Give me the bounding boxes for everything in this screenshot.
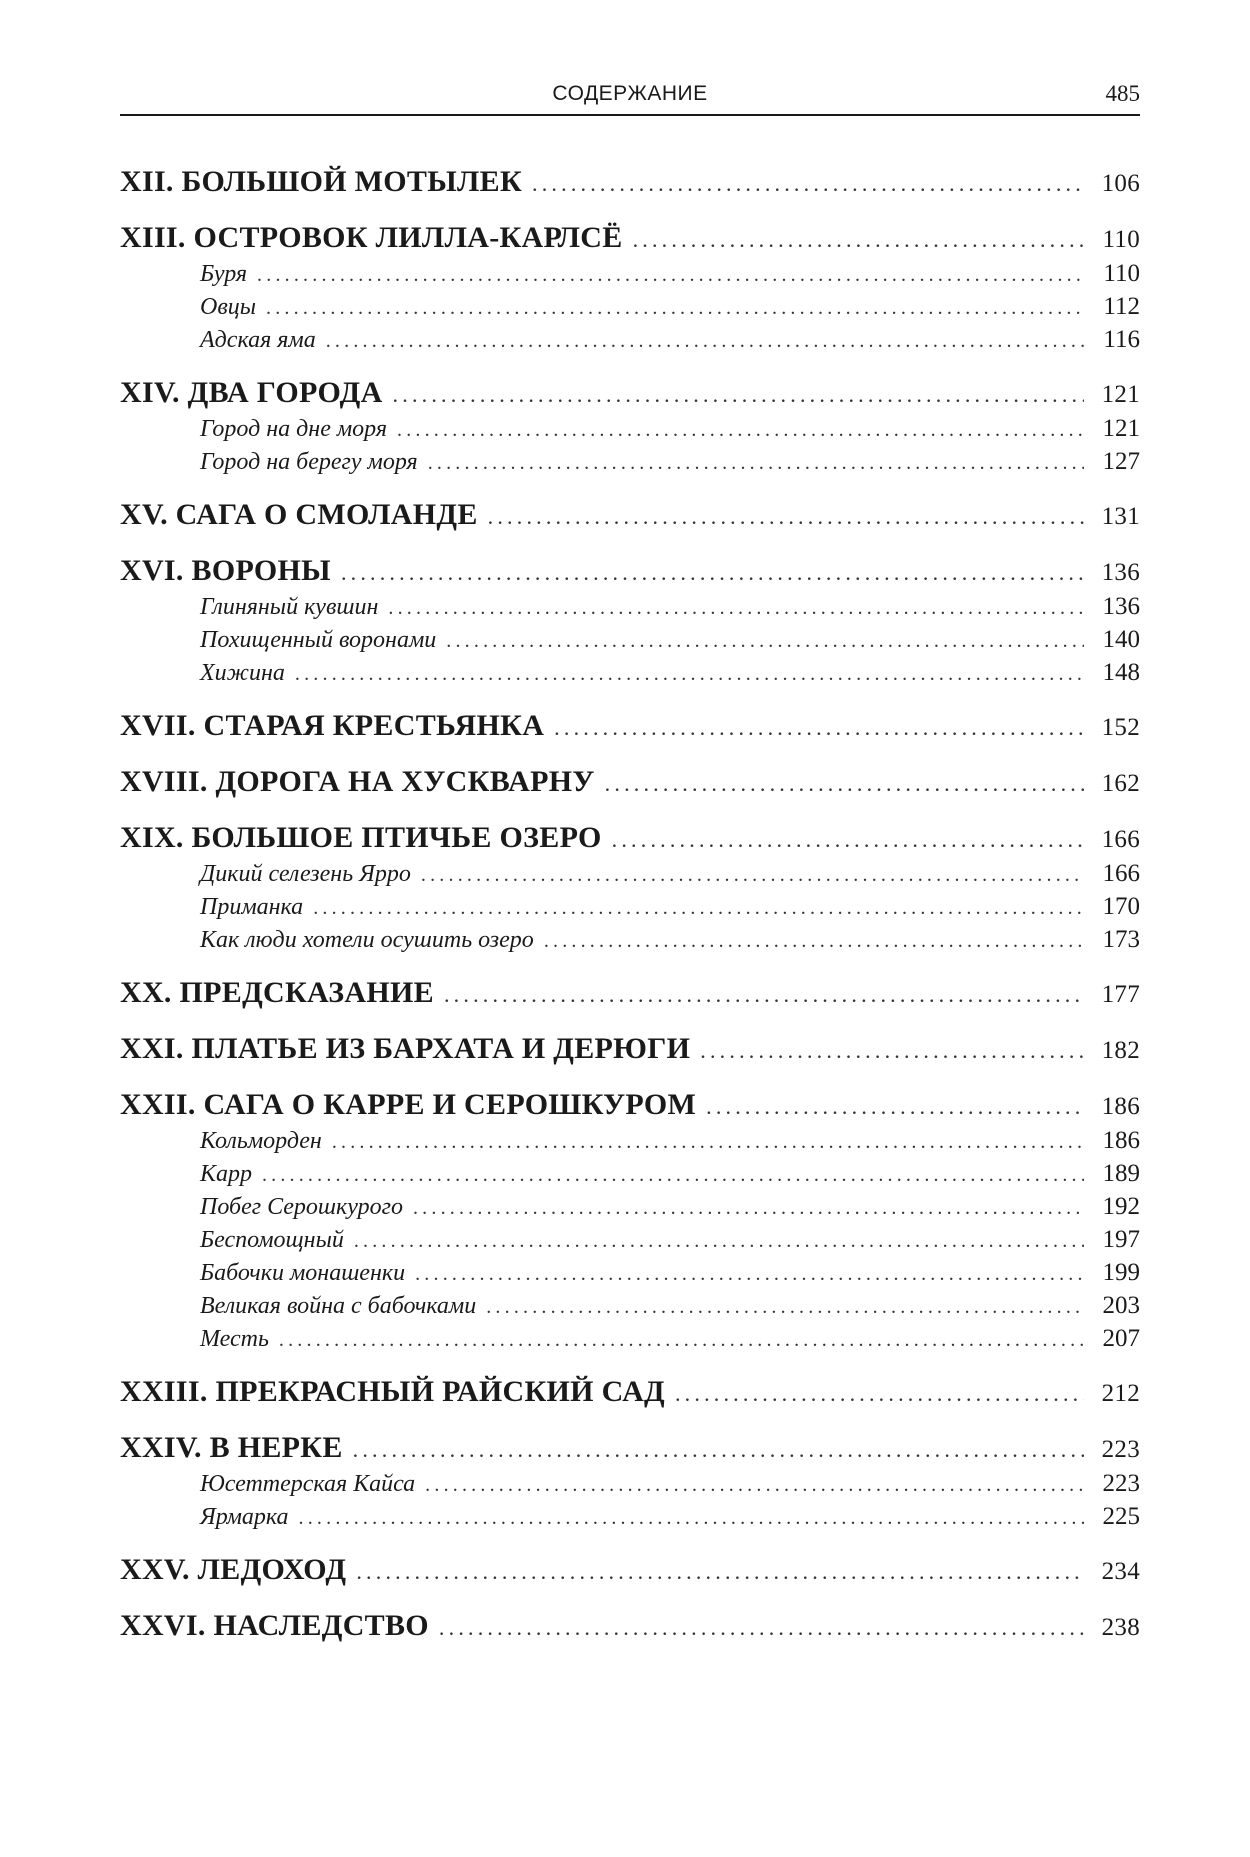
toc-chapter-entry xyxy=(120,551,1140,590)
toc-chapter-entry xyxy=(120,162,1140,201)
section-title: Ярмарка xyxy=(200,1504,289,1530)
entry-page-number: 189 xyxy=(1102,1160,1140,1187)
entry-page-number: 192 xyxy=(1102,1193,1140,1220)
dot-leader xyxy=(486,1291,1084,1324)
entry-page-number: 166 xyxy=(1102,860,1140,887)
toc-chapter-entry xyxy=(120,973,1140,1012)
entry-page-number: 197 xyxy=(1102,1226,1140,1253)
entry-page-number: 140 xyxy=(1102,626,1140,653)
chapter-title: XV. САГА О СМОЛАНДЕ xyxy=(120,498,478,531)
section-title: Юсеттерская Кайса xyxy=(200,1471,416,1497)
section-title: Город на берегу моря xyxy=(200,449,418,475)
toc-chapter-entry xyxy=(120,1029,1140,1068)
dot-leader xyxy=(544,925,1084,958)
entry-page-number: 170 xyxy=(1102,893,1140,920)
toc-chapter-entry xyxy=(120,495,1140,534)
toc-chapter-entry xyxy=(120,818,1140,857)
page-number: 485 xyxy=(1105,81,1140,106)
toc-chapter-entry xyxy=(120,1372,1140,1411)
entry-page-number: 110 xyxy=(1102,226,1140,253)
toc-chapter-entry xyxy=(120,762,1140,801)
section-title: Карр xyxy=(200,1161,252,1187)
entry-page-number: 182 xyxy=(1101,1037,1140,1064)
section-title: Приманка xyxy=(200,894,304,920)
chapter-title: XIII. ОСТРОВОК ЛИЛЛА-КАРЛСЁ xyxy=(120,221,623,254)
toc-chapter-entry xyxy=(120,1085,1140,1124)
entry-page-number: 186 xyxy=(1101,1093,1140,1120)
dot-leader xyxy=(295,658,1084,691)
entry-page-number: 121 xyxy=(1102,415,1140,442)
running-title: СОДЕРЖАНИЕ xyxy=(552,82,708,105)
toc-section-entry xyxy=(120,412,1140,445)
entry-page-number: 186 xyxy=(1102,1127,1140,1154)
table-of-contents xyxy=(120,162,1140,1645)
toc-section-entry xyxy=(120,1223,1140,1256)
entry-page-number: 199 xyxy=(1102,1259,1140,1286)
toc-section-entry xyxy=(120,290,1140,323)
toc-section-entry xyxy=(120,1467,1140,1500)
toc-section-entry xyxy=(120,857,1140,890)
dot-leader xyxy=(341,553,1084,592)
entry-page-number: 173 xyxy=(1102,926,1140,953)
dot-leader xyxy=(488,497,1084,536)
chapter-title: XVIII. ДОРОГА НА ХУСКВАРНУ xyxy=(120,765,595,798)
section-title: Похищенный воронами xyxy=(200,627,437,653)
entry-page-number: 223 xyxy=(1102,1470,1140,1497)
toc-chapter-entry xyxy=(120,1606,1140,1645)
toc-section-entry xyxy=(120,590,1140,623)
dot-leader xyxy=(388,592,1084,625)
toc-section-entry xyxy=(120,1500,1140,1533)
dot-leader xyxy=(706,1087,1084,1126)
entry-page-number: 162 xyxy=(1101,770,1140,797)
dot-leader xyxy=(397,414,1084,447)
dot-leader xyxy=(428,447,1084,480)
dot-leader xyxy=(421,859,1084,892)
book-page xyxy=(120,78,1140,1645)
toc-chapter-entry xyxy=(120,218,1140,257)
entry-page-number: 212 xyxy=(1101,1380,1140,1407)
section-title: Хижина xyxy=(200,660,285,686)
section-title: Кольморден xyxy=(200,1128,322,1154)
toc-section-entry xyxy=(120,623,1140,656)
dot-leader xyxy=(554,708,1084,747)
section-title: Беспомощный xyxy=(200,1227,344,1253)
entry-page-number: 223 xyxy=(1101,1436,1140,1463)
chapter-title: XIX. БОЛЬШОЕ ПТИЧЬЕ ОЗЕРО xyxy=(120,821,602,854)
entry-page-number: 131 xyxy=(1101,503,1140,530)
chapter-title: XXVI. НАСЛЕДСТВО xyxy=(120,1609,429,1642)
chapter-title: XXII. САГА О КАРРЕ И СЕРОШКУРОМ xyxy=(120,1088,697,1121)
chapter-title: XXI. ПЛАТЬЕ ИЗ БАРХАТА И ДЕРЮГИ xyxy=(120,1032,691,1065)
section-title: Как люди хотели осушить озеро xyxy=(200,927,534,953)
chapter-title: XVII. СТАРАЯ КРЕСТЬЯНКА xyxy=(120,709,545,742)
toc-section-entry xyxy=(120,1157,1140,1190)
running-header xyxy=(120,78,1140,116)
section-title: Месть xyxy=(200,1326,269,1352)
section-title: Адская яма xyxy=(200,327,316,353)
dot-leader xyxy=(532,164,1084,203)
section-title: Буря xyxy=(200,261,248,287)
entry-page-number: 110 xyxy=(1103,260,1140,287)
dot-leader xyxy=(425,1469,1084,1502)
section-title: Овцы xyxy=(200,294,257,320)
dot-leader xyxy=(262,1159,1084,1192)
dot-leader xyxy=(605,764,1084,803)
entry-page-number: 148 xyxy=(1102,659,1140,686)
dot-leader xyxy=(326,325,1084,358)
section-title: Великая война с бабочками xyxy=(200,1293,477,1319)
dot-leader xyxy=(353,1430,1084,1469)
section-title: Дикий селезень Ярро xyxy=(200,861,411,887)
toc-section-entry xyxy=(120,656,1140,689)
toc-chapter-entry xyxy=(120,706,1140,745)
dot-leader xyxy=(700,1031,1084,1070)
entry-page-number: 116 xyxy=(1103,326,1140,353)
dot-leader xyxy=(279,1324,1084,1357)
toc-section-entry xyxy=(120,323,1140,356)
toc-section-entry xyxy=(120,1256,1140,1289)
toc-section-entry xyxy=(120,1190,1140,1223)
dot-leader xyxy=(257,259,1084,292)
dot-leader xyxy=(675,1374,1084,1413)
toc-section-entry xyxy=(120,890,1140,923)
section-title: Город на дне моря xyxy=(200,416,387,442)
section-title: Бабочки монашенки xyxy=(200,1260,406,1286)
dot-leader xyxy=(266,292,1084,325)
chapter-title: XII. БОЛЬШОЙ МОТЫЛЕК xyxy=(120,165,523,198)
dot-leader xyxy=(393,375,1084,414)
toc-chapter-entry xyxy=(120,373,1140,412)
entry-page-number: 166 xyxy=(1101,826,1140,853)
toc-section-entry xyxy=(120,1124,1140,1157)
dot-leader xyxy=(415,1258,1084,1291)
dot-leader xyxy=(299,1502,1084,1535)
entry-page-number: 177 xyxy=(1101,981,1140,1008)
toc-section-entry xyxy=(120,257,1140,290)
chapter-title: XX. ПРЕДСКАЗАНИЕ xyxy=(120,976,434,1009)
toc-chapter-entry xyxy=(120,1550,1140,1589)
section-title: Побег Серошкурого xyxy=(200,1194,403,1220)
toc-chapter-entry xyxy=(120,1428,1140,1467)
entry-page-number: 136 xyxy=(1101,559,1140,586)
entry-page-number: 121 xyxy=(1101,381,1140,408)
entry-page-number: 207 xyxy=(1102,1325,1140,1352)
entry-page-number: 225 xyxy=(1102,1503,1140,1530)
toc-section-entry xyxy=(120,1322,1140,1355)
dot-leader xyxy=(633,220,1084,259)
dot-leader xyxy=(444,975,1084,1014)
entry-page-number: 203 xyxy=(1102,1292,1140,1319)
chapter-title: XVI. ВОРОНЫ xyxy=(120,554,331,587)
entry-page-number: 106 xyxy=(1101,170,1140,197)
dot-leader xyxy=(413,1192,1084,1225)
entry-page-number: 112 xyxy=(1103,293,1140,320)
entry-page-number: 234 xyxy=(1101,1558,1140,1585)
section-title: Глиняный кувшин xyxy=(200,594,379,620)
toc-section-entry xyxy=(120,1289,1140,1322)
dot-leader xyxy=(313,892,1084,925)
entry-page-number: 127 xyxy=(1102,448,1140,475)
entry-page-number: 152 xyxy=(1101,714,1140,741)
dot-leader xyxy=(354,1225,1084,1258)
entry-page-number: 238 xyxy=(1101,1614,1140,1641)
toc-section-entry xyxy=(120,445,1140,478)
dot-leader xyxy=(439,1608,1084,1647)
chapter-title: XXIII. ПРЕКРАСНЫЙ РАЙСКИЙ САД xyxy=(120,1375,665,1408)
toc-section-entry xyxy=(120,923,1140,956)
dot-leader xyxy=(332,1126,1084,1159)
dot-leader xyxy=(356,1552,1084,1591)
chapter-title: XXIV. В НЕРКЕ xyxy=(120,1431,343,1464)
chapter-title: XXV. ЛЕДОХОД xyxy=(120,1553,347,1586)
dot-leader xyxy=(612,820,1084,859)
dot-leader xyxy=(446,625,1084,658)
entry-page-number: 136 xyxy=(1102,593,1140,620)
chapter-title: XIV. ДВА ГОРОДА xyxy=(120,376,383,409)
